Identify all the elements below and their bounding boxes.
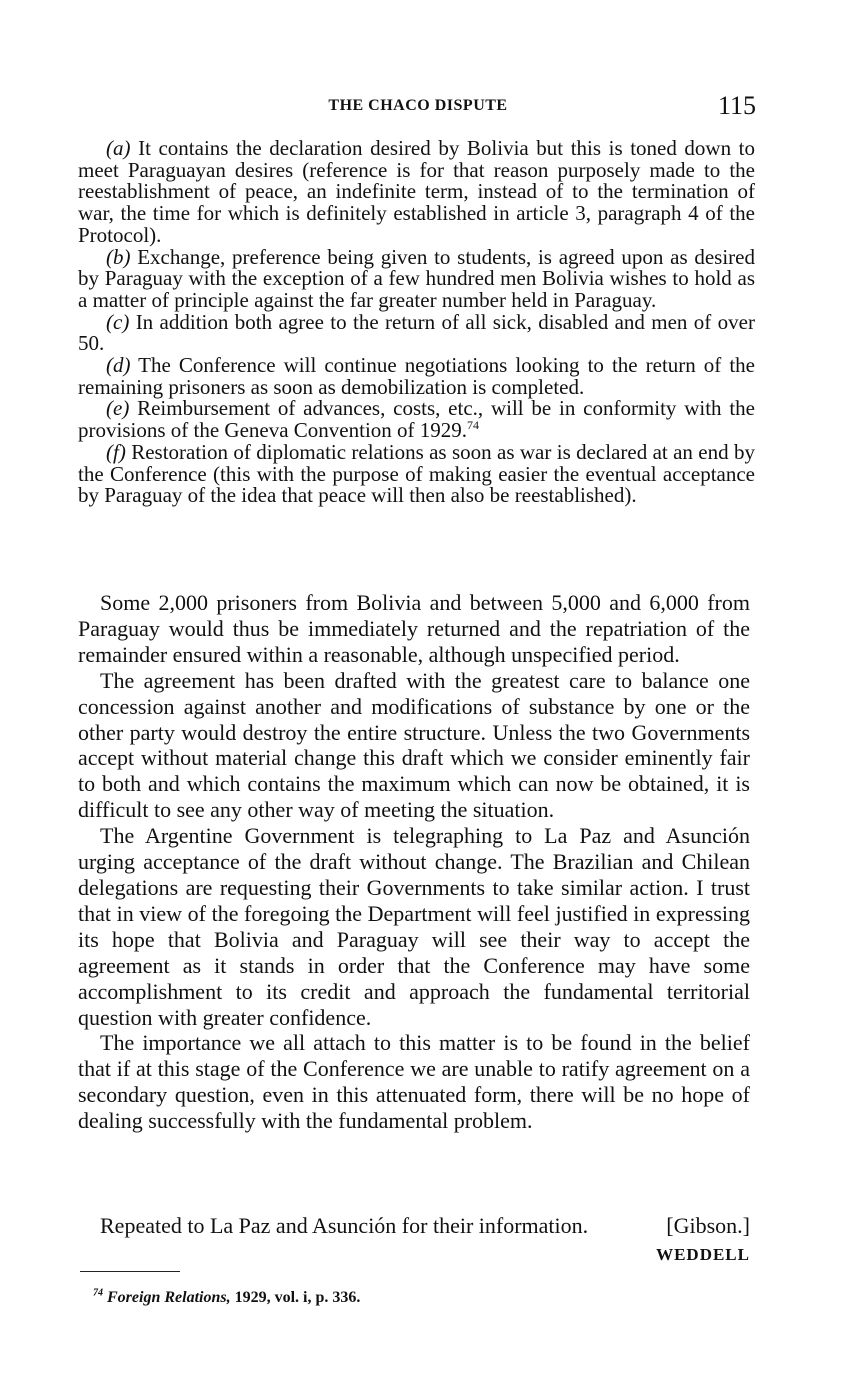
item-text: In addition both agree to the return of all sick, disabled and men of over 50.	[78, 309, 755, 356]
repeated-line: Repeated to La Paz and Asunción for their information.	[100, 1213, 589, 1238]
list-item	[78, 309, 755, 356]
item-label: (f)	[106, 439, 126, 464]
page-header	[78, 93, 758, 127]
item-label: (d)	[106, 353, 131, 378]
footnote-reference: 74	[467, 418, 480, 433]
item-text: The Conference will continue negotiations looking to the return of the remaining prisoners as soon as demobilization is completed.	[78, 353, 755, 399]
list-item	[78, 398, 755, 441]
item-text: Restoration of diplomatic relations as soon as war is declared at an end by the Conference (this with the purpose of making easier the eventual acceptance by Paraguay of the idea that peace will then also be reestablished).	[78, 439, 755, 508]
signer-note: [Gibson.]	[666, 1213, 750, 1238]
paragraph: The importance we all attach to this matter is to be found in the belief that if at this stage of the Conference we are unable to ratify agreement on a secondary question, even in this attenuated form, there will be no hope of dealing successfully with the fundamental problem.	[78, 1030, 750, 1134]
body-text	[78, 590, 750, 1134]
item-label: (e)	[106, 396, 130, 421]
list-item	[78, 138, 755, 247]
item-label: (c)	[106, 309, 130, 334]
page-number: 115	[717, 91, 756, 120]
enumerated-list	[78, 138, 755, 507]
list-item	[78, 439, 755, 508]
paragraph: The Argentine Government is telegraphing to La Paz and Asunción urging acceptance of the draft without change. The Brazilian and Chilean delegations are requesting their Governments to take similar action. I trust that in view of the foregoing the Department will feel justified in expressing its hope that Bolivia and Paraguay will see their way to accept the agreement as it stands in order that the Conference may have some accomplishment to its credit and approach the fundamental territorial question with greater confidence.	[78, 823, 750, 1030]
item-text: It contains the declaration desired by Bolivia but this is toned down to meet Paraguayan desires (reference is for that reason purposely made to the reestablishment of peace, an indefinite term, instead of to the termination of war, the time for which is definitely established in article 3, paragraph 4 of the Protocol).	[78, 136, 755, 247]
item-label: (b)	[106, 244, 131, 269]
paragraph: The agreement has been drafted with the greatest care to balance one concession against another and modifications of substance by one or the other party would destroy the entire structure. Unless the two Governments accept without material change this draft which we consider eminently fair to both and which contains the maximum which can now be obtained, it is difficult to see any other way of meeting the situation.	[78, 667, 750, 823]
signature: WEDDELL	[656, 1245, 750, 1264]
item-label: (a)	[106, 136, 131, 160]
item-text: Exchange, preference being given to students, is agreed upon as desired by Paraguay with the exception of a few hundred men Bolivia wishes to hold as a matter of principle against the far greater number held in Paraguay.	[78, 244, 755, 312]
item-text: Reimbursement of advances, costs, etc., will be in conformity with the provisions of the Geneva Convention of 1929.	[78, 396, 756, 443]
list-item	[78, 355, 755, 398]
paragraph: Some 2,000 prisoners from Bolivia and between 5,000 and 6,000 from Paraguay would thus be immediately returned and the repatriation of the remainder ensured within a reasonable, although unspecified period.	[78, 590, 750, 667]
footnote-title: Foreign Relations,	[107, 1289, 231, 1306]
footnote-mark: 74	[93, 1287, 103, 1299]
list-item	[78, 244, 755, 312]
closing	[78, 1213, 750, 1264]
footnote-citation: 1929, vol. i, p. 336.	[234, 1289, 361, 1306]
running-title: THE CHACO DISPUTE	[328, 97, 508, 114]
footnote	[93, 1289, 360, 1307]
footnote-divider	[80, 1271, 180, 1272]
